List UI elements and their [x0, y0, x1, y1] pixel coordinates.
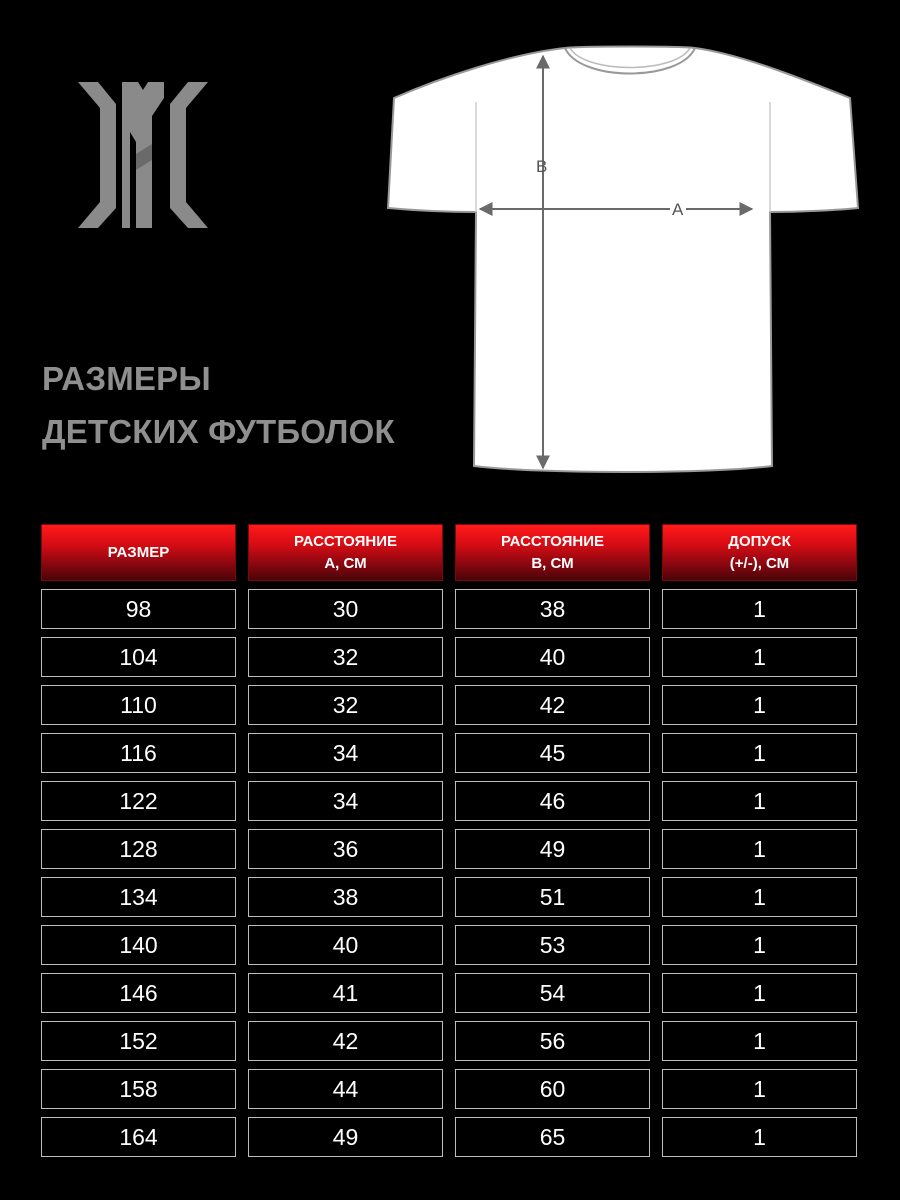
tolerance-cell: 1 — [662, 1021, 857, 1061]
table-row — [41, 637, 859, 677]
title-line-2: ДЕТСКИХ ФУТБОЛОК — [42, 413, 395, 450]
size-cell: 140 — [41, 925, 236, 965]
table-row — [41, 1021, 859, 1061]
size-cell: 122 — [41, 781, 236, 821]
distance-a-cell: 42 — [248, 1021, 443, 1061]
distance-b-cell: 49 — [455, 829, 650, 869]
title-line-1: РАЗМЕРЫ — [42, 360, 211, 397]
tolerance-cell: 1 — [662, 829, 857, 869]
distance-b-cell: 42 — [455, 685, 650, 725]
distance-a-cell: 41 — [248, 973, 443, 1013]
page-title — [42, 352, 395, 458]
size-cell: 134 — [41, 877, 236, 917]
header-size: РАЗМЕР — [41, 524, 236, 581]
distance-a-cell: 40 — [248, 925, 443, 965]
table-row — [41, 973, 859, 1013]
table-row — [41, 925, 859, 965]
tolerance-cell: 1 — [662, 877, 857, 917]
distance-b-cell: 45 — [455, 733, 650, 773]
distance-a-cell: 32 — [248, 637, 443, 677]
distance-b-cell: 38 — [455, 589, 650, 629]
tolerance-cell: 1 — [662, 1069, 857, 1109]
header-distance-b: РАССТОЯНИЕ B, СМ — [455, 524, 650, 581]
size-cell: 146 — [41, 973, 236, 1013]
distance-a-cell: 44 — [248, 1069, 443, 1109]
table-row — [41, 829, 859, 869]
dimension-b-label: B — [536, 157, 548, 176]
tolerance-cell: 1 — [662, 733, 857, 773]
table-row — [41, 877, 859, 917]
distance-b-cell: 51 — [455, 877, 650, 917]
tshirt-diagram — [380, 42, 860, 482]
distance-b-cell: 46 — [455, 781, 650, 821]
size-cell: 116 — [41, 733, 236, 773]
table-row — [41, 685, 859, 725]
header-tolerance: ДОПУСК (+/-), СМ — [662, 524, 857, 581]
tolerance-cell: 1 — [662, 973, 857, 1013]
distance-a-cell: 34 — [248, 733, 443, 773]
table-header-row — [41, 524, 859, 581]
tolerance-cell: 1 — [662, 685, 857, 725]
distance-a-cell: 32 — [248, 685, 443, 725]
distance-a-cell: 49 — [248, 1117, 443, 1157]
distance-b-cell: 56 — [455, 1021, 650, 1061]
monogram-logo-icon — [78, 82, 208, 228]
distance-a-cell: 34 — [248, 781, 443, 821]
distance-b-cell: 65 — [455, 1117, 650, 1157]
distance-b-cell: 54 — [455, 973, 650, 1013]
size-cell: 110 — [41, 685, 236, 725]
tolerance-cell: 1 — [662, 925, 857, 965]
size-table — [41, 524, 859, 1165]
table-row — [41, 1069, 859, 1109]
table-row — [41, 1117, 859, 1157]
distance-b-cell: 40 — [455, 637, 650, 677]
dimension-a-label: A — [672, 200, 684, 219]
size-cell: 98 — [41, 589, 236, 629]
table-body — [41, 589, 859, 1157]
size-cell: 164 — [41, 1117, 236, 1157]
size-cell: 158 — [41, 1069, 236, 1109]
distance-a-cell: 38 — [248, 877, 443, 917]
size-cell: 104 — [41, 637, 236, 677]
header-distance-a: РАССТОЯНИЕ A, СМ — [248, 524, 443, 581]
tolerance-cell: 1 — [662, 589, 857, 629]
distance-b-cell: 53 — [455, 925, 650, 965]
distance-b-cell: 60 — [455, 1069, 650, 1109]
size-cell: 128 — [41, 829, 236, 869]
size-cell: 152 — [41, 1021, 236, 1061]
distance-a-cell: 36 — [248, 829, 443, 869]
tolerance-cell: 1 — [662, 637, 857, 677]
tolerance-cell: 1 — [662, 781, 857, 821]
table-row — [41, 781, 859, 821]
table-row — [41, 589, 859, 629]
distance-a-cell: 30 — [248, 589, 443, 629]
table-row — [41, 733, 859, 773]
tolerance-cell: 1 — [662, 1117, 857, 1157]
